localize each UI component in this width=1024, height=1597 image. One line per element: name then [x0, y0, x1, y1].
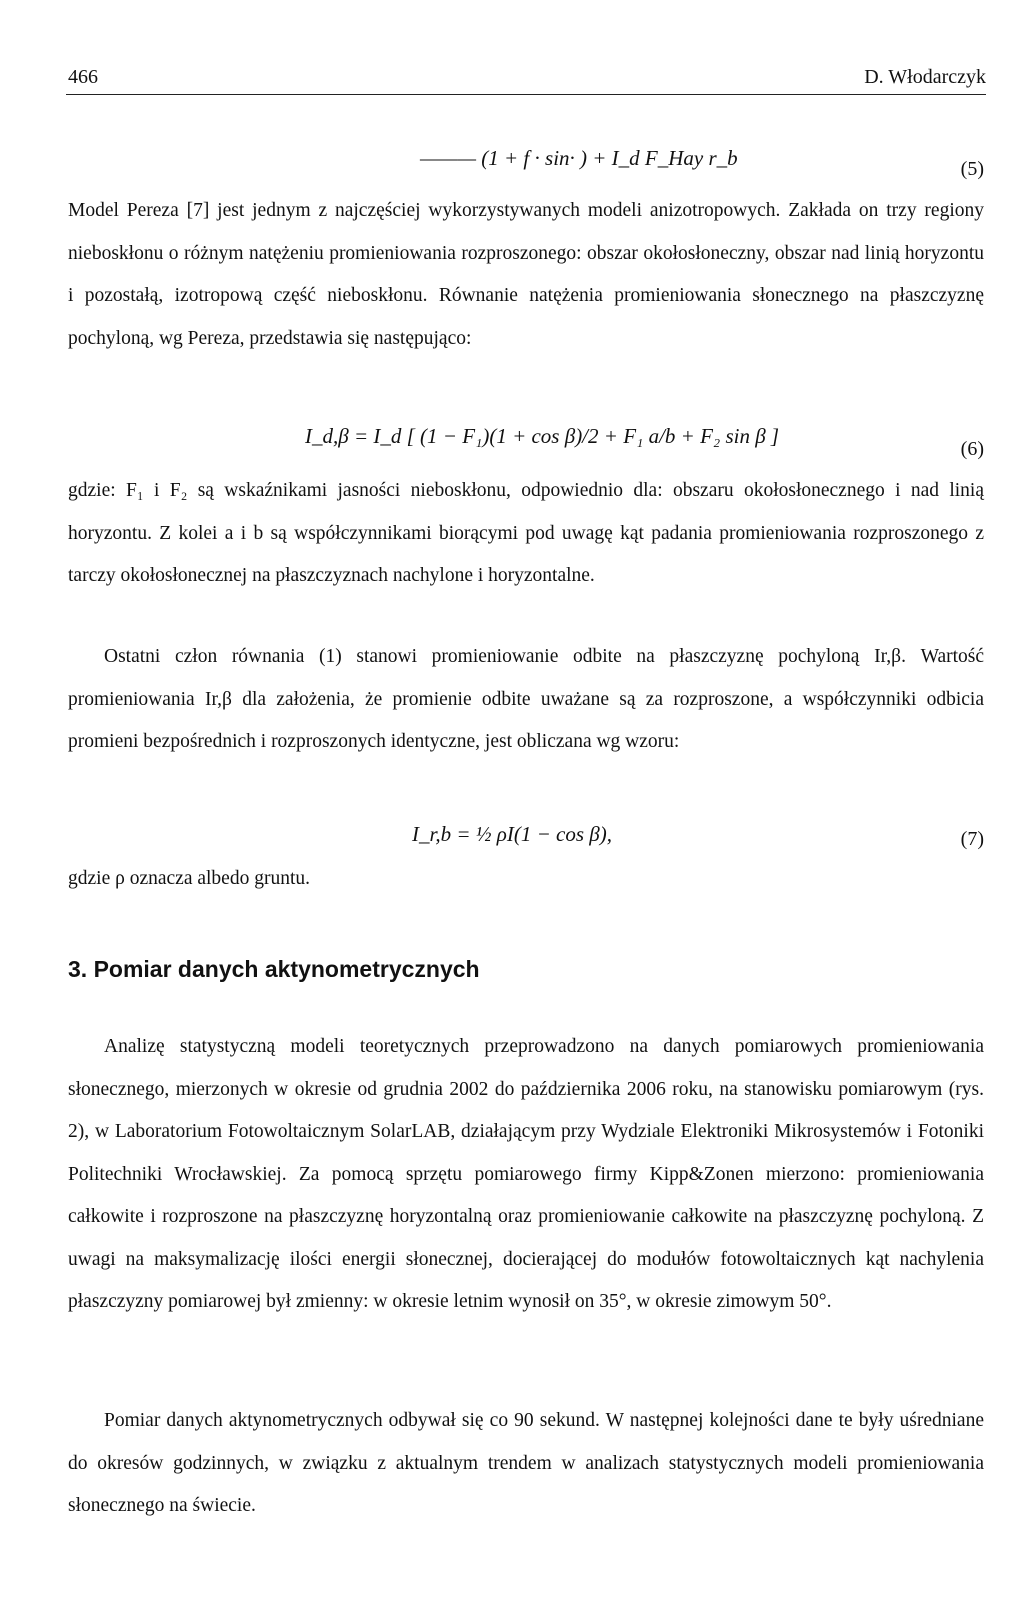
equation-6-number: (6)	[960, 438, 984, 460]
paragraph-reflected-radiation: Ostatni człon równania (1) stanowi promieniowanie odbite na płaszczyznę pochyloną Ir,β. Wartość promieniowania Ir,β dla założenia, że promienie odbite uważane są za rozproszone, a współczynniki odbicia promieni bezpośrednich i rozproszonych identyczne, jest obliczana wg wzoru:	[68, 646, 984, 752]
running-header	[66, 62, 986, 95]
equation-7-content: I_r,b = ½ ρI(1 − cos β),	[412, 822, 612, 846]
equation-5	[420, 146, 738, 171]
equation-7-number: (7)	[960, 828, 984, 850]
paragraph-measurement-interval: Pomiar danych aktynometrycznych odbywał się co 90 sekund. W następnej kolejności dane te były uśredniane do okresów godzinnych, w związku z aktualnym trendem w analizach statystycznych modeli promieniowania słonecznego na świecie.	[68, 1410, 984, 1516]
paragraph-measurement-analysis: Analizę statystyczną modeli teoretycznych przeprowadzono na danych pomiarowych promieniowania słonecznego, mierzonych w okresie od grudnia 2002 do października 2006 roku, na stanowisku pomiarowym (rys. 2), w Laboratorium Fotowoltaicznym SolarLAB, działającym przy Wydziale Elektroniki Mikrosystemów i Fotoniki Politechniki Wrocławskiej. Za pomocą sprzętu pomiarowego firmy Kipp&Zonen mierzono: promieniowania całkowite i rozproszone na płaszczyznę horyzontalną oraz promieniowanie całkowite na płaszczyznę pochyloną. Z uwagi na maksymalizację ilości energii słonecznej, docierającej do modułów fotowoltaicznych kąt nachylenia płaszczyzny pomiarowej był zmienny: w okresie letnim wynosił on 35°, w okresie zimowym 50°.	[68, 1036, 984, 1312]
paragraph-brightness-coefficients: gdzie: F₁ i F₂ są wskaźnikami jasności nieboskłonu, odpowiednio dla: obszaru okołosłonecznego i nad linią horyzontu. Z kolei a i b są współczynnikami biorącymi pod uwagę kąt padania promieniowania rozproszonego z tarczy okołosłonecznej na płaszczyznach nachylone i horyzontalne.	[68, 480, 984, 586]
page-number: 466	[68, 66, 98, 88]
paragraph-perez-model: Model Pereza [7] jest jednym z najczęściej wykorzystywanych modeli anizotropowych. Zakłada on trzy regiony nieboskłonu o różnym natężeniu promieniowania rozproszonego: obszar okołosłoneczny, obszar nad linią horyzontu i pozostałą, izotropową część nieboskłonu. Równanie natężenia promieniowania słonecznego na płaszczyznę pochyloną, wg Pereza, przedstawia się następująco:	[68, 200, 984, 349]
equation-5-content: ——— (1 + f · sin· ) + I_d F_Hay r_b	[420, 146, 738, 170]
equation-5-number: (5)	[960, 158, 984, 180]
equation-6-content: I_d,β = I_d [ (1 − F₁)(1 + cos β)/2 + F₁ a/b + F₂ sin β ]	[305, 424, 780, 448]
equation-6	[305, 424, 779, 449]
paragraph-albedo: gdzie ρ oznacza albedo gruntu.	[68, 868, 310, 889]
running-author: D. Włodarczyk	[864, 66, 986, 88]
section-title: 3. Pomiar danych aktynometrycznych	[68, 956, 480, 982]
equation-7	[412, 822, 612, 847]
